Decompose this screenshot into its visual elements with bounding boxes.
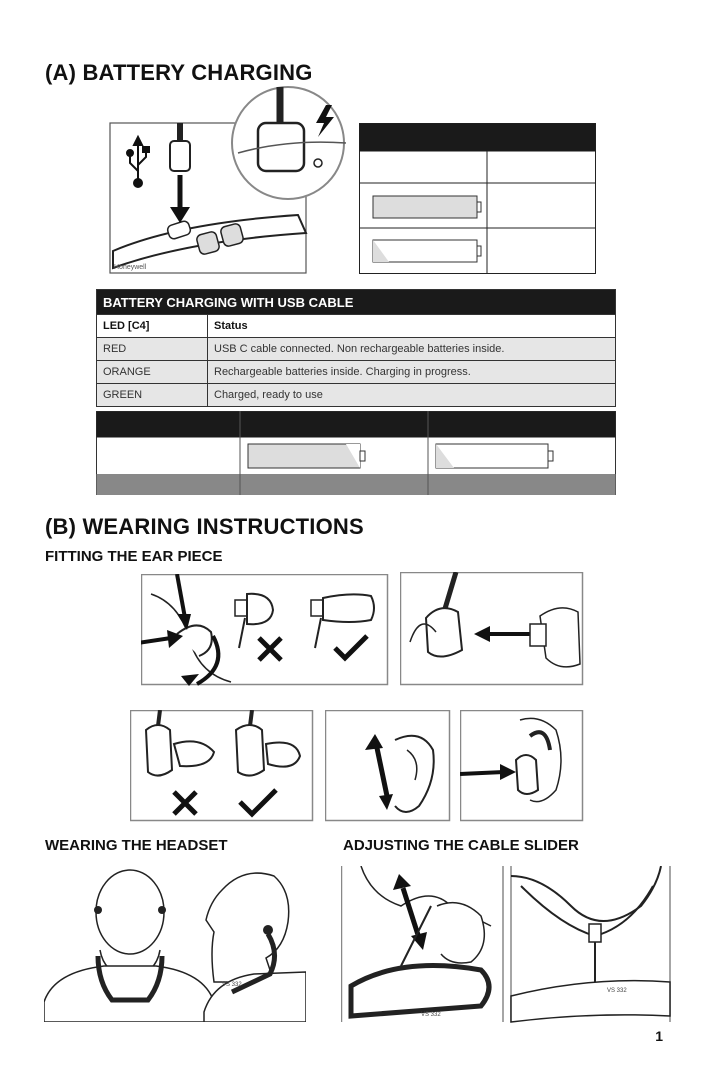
led-red: RED [97,338,208,361]
table-title: BATTERY CHARGING WITH USB CABLE [97,290,616,315]
battery-low-icon [373,240,481,262]
model-label: VS 332 [607,988,627,994]
model-label: VS 332 [421,1012,441,1018]
wearing-subtitle: WEARING THE HEADSET [45,837,228,854]
fitting-illustration-3 [130,710,314,822]
model-label: VS 332 [222,982,242,988]
fitting-illustration-5 [460,710,584,822]
section-a-title: (A) BATTERY CHARGING [45,60,313,85]
fitting-illustration-1 [141,574,389,686]
fitting-subtitle: FITTING THE EAR PIECE [45,548,223,565]
wearing-headset-illustration [44,862,306,1022]
fitting-illustration-2 [400,572,584,686]
battery-low-icon [436,444,553,468]
status-orange: Rechargeable batteries inside. Charging in progress. [208,361,616,384]
usb-charging-illustration [108,83,358,278]
table-row [97,338,616,361]
led-green: GREEN [97,384,208,407]
table-row [97,384,616,407]
header-led: LED [C4] [97,315,208,338]
section-b-title: (B) WEARING INSTRUCTIONS [45,514,364,539]
battery-level-table [96,411,617,497]
fitting-illustration-4 [325,710,451,822]
header-status: Status [208,315,616,338]
cable-slider-illustration [341,866,671,1024]
status-green: Charged, ready to use [208,384,616,407]
page-number: 1 [655,1028,663,1044]
battery-legend-table [359,123,597,275]
table-row [97,361,616,384]
charging-status-table [96,289,616,407]
led-orange: ORANGE [97,361,208,384]
battery-full-icon [248,444,365,468]
adjusting-subtitle: ADJUSTING THE CABLE SLIDER [343,837,579,854]
brand-label: Honeywell [114,264,147,271]
battery-full-icon [373,196,481,218]
status-red: USB C cable connected. Non rechargeable batteries inside. [208,338,616,361]
